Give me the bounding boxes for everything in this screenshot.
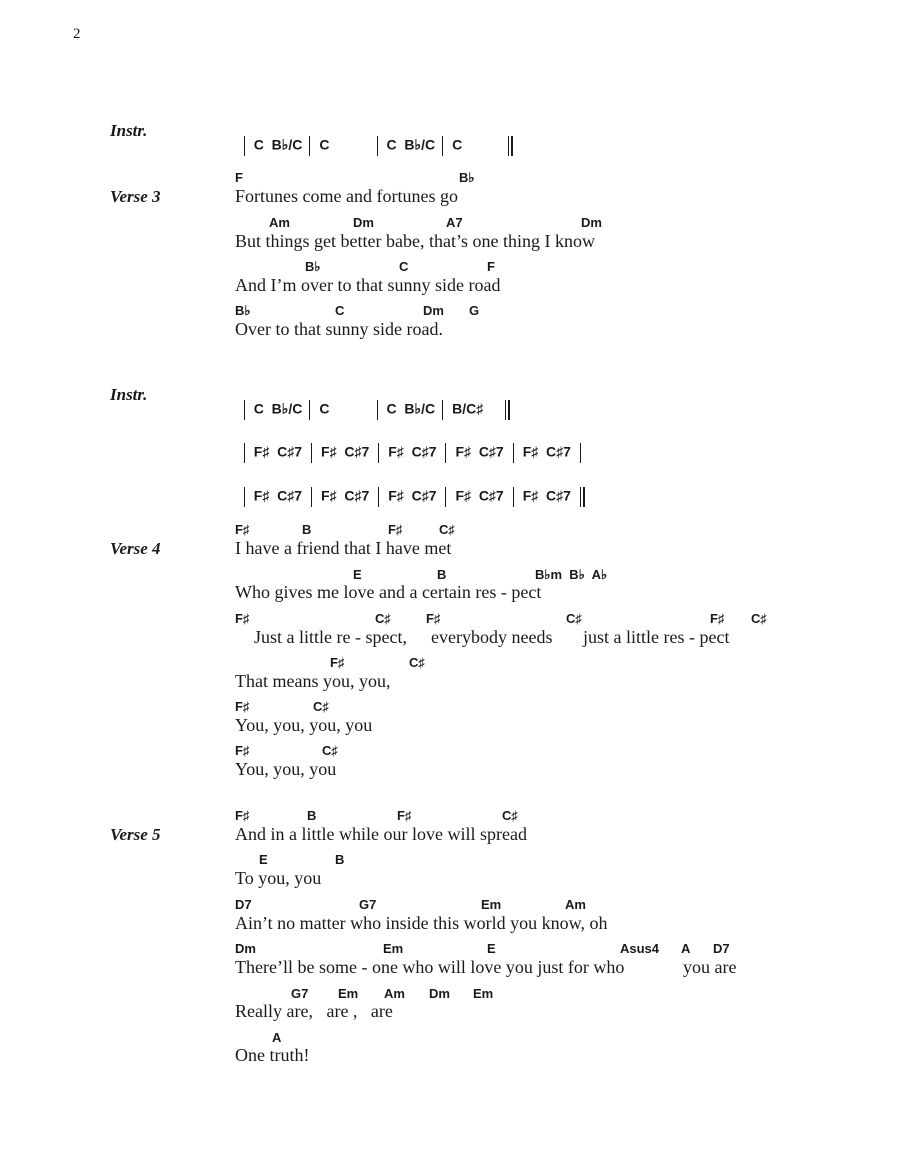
chord: B♭m B♭ A♭ xyxy=(535,567,608,582)
chord: F♯ xyxy=(235,743,250,758)
section-label-instr: Instr. xyxy=(110,121,148,140)
barline xyxy=(442,136,443,156)
barline xyxy=(442,400,443,420)
chord: Em xyxy=(383,941,404,956)
chord: F♯ xyxy=(397,808,412,823)
barline xyxy=(311,487,312,507)
chord: Am xyxy=(384,986,405,1001)
barline xyxy=(377,136,378,156)
lyric-segment: everybody needs xyxy=(431,627,553,647)
chord: E xyxy=(487,941,496,956)
section-label-verse3: Verse 3 xyxy=(110,187,161,206)
lyric-line: And I’m over to that sunny side road xyxy=(235,275,501,295)
chord: C♯ xyxy=(566,611,582,626)
instr-chord-bar-3 xyxy=(233,427,590,463)
chord: G7 xyxy=(359,897,377,912)
lyric-line: You, you, you, you xyxy=(235,715,373,735)
lyric-line: But things get better babe, that’s one thing I know xyxy=(235,231,595,251)
chord: F♯ xyxy=(235,699,250,714)
barline xyxy=(244,136,245,156)
measure-chords: F♯ C♯7 xyxy=(455,443,504,460)
barline xyxy=(445,443,446,463)
lyric-line: To you, you xyxy=(235,868,322,888)
measure-chords: F♯ C♯7 xyxy=(388,487,437,504)
instr-chord-bar-1 xyxy=(233,120,513,156)
lyric-segment: Just a little re - spect, xyxy=(254,627,407,647)
chord: Asus4 xyxy=(620,941,660,956)
barline xyxy=(311,443,312,463)
barline xyxy=(244,487,245,507)
instr-chord-bar-4 xyxy=(233,471,585,507)
measure-chords: C xyxy=(319,136,330,153)
chord: Dm xyxy=(423,303,444,318)
chord: Dm xyxy=(353,215,374,230)
measure-chords: C xyxy=(452,136,463,153)
measure-chords: C B♭/C xyxy=(386,136,436,153)
barline xyxy=(378,487,379,507)
lyric-line: That means you, you, xyxy=(235,671,391,691)
chord: C xyxy=(399,259,409,274)
section-label-instr: Instr. xyxy=(110,385,148,404)
chord: C xyxy=(335,303,345,318)
end-barline xyxy=(580,487,585,507)
chord: C♯ xyxy=(409,655,425,670)
chord: F♯ xyxy=(235,522,250,537)
chord: F♯ xyxy=(388,522,403,537)
lyric-line: Really are, are , are xyxy=(235,1001,393,1021)
end-barline xyxy=(505,400,510,420)
measure-chords: F♯ C♯7 xyxy=(321,443,370,460)
section-label-verse4: Verse 4 xyxy=(110,539,161,558)
lyric-line: Over to that sunny side road. xyxy=(235,319,443,339)
barline xyxy=(244,443,245,463)
barline xyxy=(309,400,310,420)
barline xyxy=(378,443,379,463)
measure-chords: C B♭/C xyxy=(253,400,303,417)
lyric-line: You, you, you xyxy=(235,759,337,779)
chord: D7 xyxy=(235,897,252,912)
measure-chords: F♯ C♯7 xyxy=(321,487,370,504)
lyric-segment: There’ll be some - one who will love you just for who xyxy=(235,957,625,977)
chord: B♭ xyxy=(459,170,475,185)
chord: B xyxy=(302,522,312,537)
chord: E xyxy=(259,852,268,867)
chord: B xyxy=(307,808,317,823)
chord: E xyxy=(353,567,362,582)
lyric-segment: just a little res - pect xyxy=(583,627,730,647)
chord: F xyxy=(487,259,495,274)
measure-chords: C B♭/C xyxy=(253,136,303,153)
chord: Dm xyxy=(235,941,256,956)
chord: C♯ xyxy=(439,522,455,537)
lyric-line: One truth! xyxy=(235,1045,310,1065)
chord: C♯ xyxy=(375,611,391,626)
chord: Dm xyxy=(429,986,450,1001)
chord: F xyxy=(235,170,243,185)
chord: C♯ xyxy=(313,699,329,714)
chord: C♯ xyxy=(751,611,767,626)
chord: Em xyxy=(481,897,502,912)
chord: G7 xyxy=(291,986,309,1001)
chord: F♯ xyxy=(426,611,441,626)
chord: D7 xyxy=(713,941,730,956)
barline xyxy=(580,443,581,463)
instr-chord-bar-2 xyxy=(233,384,510,420)
page-number: 2 xyxy=(73,26,81,42)
measure-chords: F♯ C♯7 xyxy=(455,487,504,504)
barline xyxy=(513,487,514,507)
lyric-line: And in a little while our love will spread xyxy=(235,824,527,844)
chord: Am xyxy=(565,897,586,912)
chord: Em xyxy=(338,986,359,1001)
measure-chords: C xyxy=(319,400,330,417)
lyric-line: I have a friend that I have met xyxy=(235,538,452,558)
chord: B xyxy=(437,567,447,582)
chord: F♯ xyxy=(710,611,725,626)
measure-chords: F♯ C♯7 xyxy=(388,443,437,460)
chord: B♭ xyxy=(305,259,321,274)
end-barline xyxy=(508,136,513,156)
measure-chords: B/C♯ xyxy=(452,400,484,417)
measure-chords: C B♭/C xyxy=(386,400,436,417)
measure-chords: F♯ C♯7 xyxy=(522,487,571,504)
lyric-line: Ain’t no matter who inside this world you know, oh xyxy=(235,913,608,933)
barline xyxy=(309,136,310,156)
measure-chords: F♯ C♯7 xyxy=(253,487,303,504)
chord: F♯ xyxy=(235,611,250,626)
lyric-line: Who gives me love and a certain res - pect xyxy=(235,582,542,602)
measure-chords: F♯ C♯7 xyxy=(253,443,303,460)
barline xyxy=(244,400,245,420)
chord: B♭ xyxy=(235,303,251,318)
section-label-verse5: Verse 5 xyxy=(110,825,161,844)
chord: A xyxy=(681,941,691,956)
chord: C♯ xyxy=(322,743,338,758)
chord: A7 xyxy=(446,215,463,230)
barline xyxy=(513,443,514,463)
barline xyxy=(377,400,378,420)
chord: F♯ xyxy=(330,655,345,670)
chord: C♯ xyxy=(502,808,518,823)
lyric-line: Fortunes come and fortunes go xyxy=(235,186,458,206)
barline xyxy=(445,487,446,507)
measure-chords: F♯ C♯7 xyxy=(522,443,571,460)
chord: G xyxy=(469,303,480,318)
chord: Em xyxy=(473,986,494,1001)
chord: A xyxy=(272,1030,282,1045)
chord: Am xyxy=(269,215,290,230)
chord: F♯ xyxy=(235,808,250,823)
chord: Dm xyxy=(581,215,602,230)
chord: B xyxy=(335,852,345,867)
lyric-segment: you are xyxy=(683,957,737,977)
